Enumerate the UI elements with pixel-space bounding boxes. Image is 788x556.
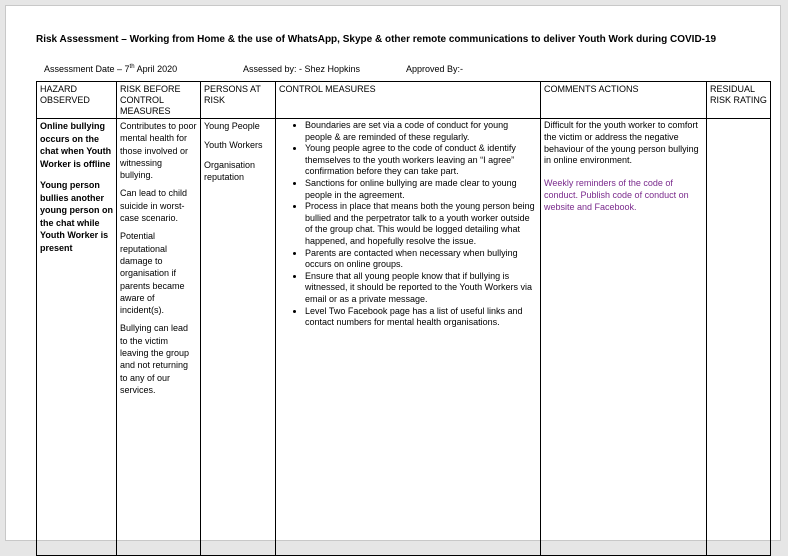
header-risk-before: RISK BEFORE CONTROL MEASURES [117,82,201,119]
list-item: • Level Two Facebook page has a list of useful links and contact numbers for mental health organisations. [305,306,537,329]
risk-before-cell [117,119,201,556]
header-residual-risk: RESIDUAL RISK RATING [707,82,771,119]
comment-item: Difficult for the youth worker to comfort the victim or address the negative behaviour of the young person bullying in online environment. [544,120,699,166]
hazard-item: Young person bullies another young person on the chat while Youth Worker is present [40,180,113,253]
header-persons-at-risk: PERSONS AT RISK [201,82,276,119]
list-item: • Ensure that all young people know that if bullying is witnessed, it should be reported to the Youth Workers via email or as a private message. [305,271,537,306]
list-item: • Process in place that means both the young person being bullied and the perpetrator talk to a youth worker outside of the group chat. This would be logged detailing what happened, and hopefully resolve the issue. [305,201,537,247]
hazard-cell [37,119,117,556]
risk-item: Contributes to poor mental health for those involved or witnessing bullying. [120,121,197,181]
header-row [37,82,771,119]
control-measures-cell [276,119,541,556]
header-hazard: HAZARD OBSERVED [37,82,117,119]
approved-by: Approved By:- [406,64,464,74]
assessed-by: Assessed by: - Shez Hopkins [243,64,361,74]
control-measures-list [279,120,537,329]
risk-item: Can lead to child suicide in worst-case scenario. [120,188,188,224]
comments-cell [541,119,707,556]
document-page [5,5,781,541]
hazard-item: Online bullying occurs on the chat when Youth Worker is offline [40,121,112,169]
person-item: Young People [204,121,260,131]
risk-item: Bullying can lead to the victim leaving the group and not returning to any of our services. [120,323,190,395]
persons-at-risk-cell [201,119,276,556]
risk-item: Potential reputational damage to organisation if parents became aware of incident(s). [120,231,185,316]
list-item: • Parents are contacted when necessary when bullying occurs on online groups. [305,248,537,271]
assessment-date [44,64,177,74]
residual-risk-cell [707,119,771,556]
header-comments: COMMENTS ACTIONS [541,82,707,119]
person-item: Youth Workers [204,140,263,151]
assessment-date-prefix: Assessment Date – 7 [44,64,130,74]
comment-action-item: Weekly reminders of the code of conduct. Publish code of conduct on website and Facebook. [544,178,689,212]
header-control-measures: CONTROL MEASURES [276,82,541,119]
assessment-date-superscript: th [129,64,135,70]
list-item: • Boundaries are set via a code of conduct for young people & are reminded of these regularly. [305,120,537,143]
table-row [37,119,771,556]
person-item: Organisation reputation [204,159,256,182]
list-item: • Young people agree to the code of conduct & identify themselves to the youth workers leaving an “I agree” confirmation before they can take part. [305,143,537,178]
assessment-date-suffix: April 2020 [134,64,178,74]
list-item: • Sanctions for online bullying are made clear to young people in the agreement. [305,178,537,201]
document-title: Risk Assessment – Working from Home & the use of WhatsApp, Skype & other remote communications to deliver Youth Work during COVID-19 [36,34,717,45]
risk-assessment-table [36,81,771,556]
